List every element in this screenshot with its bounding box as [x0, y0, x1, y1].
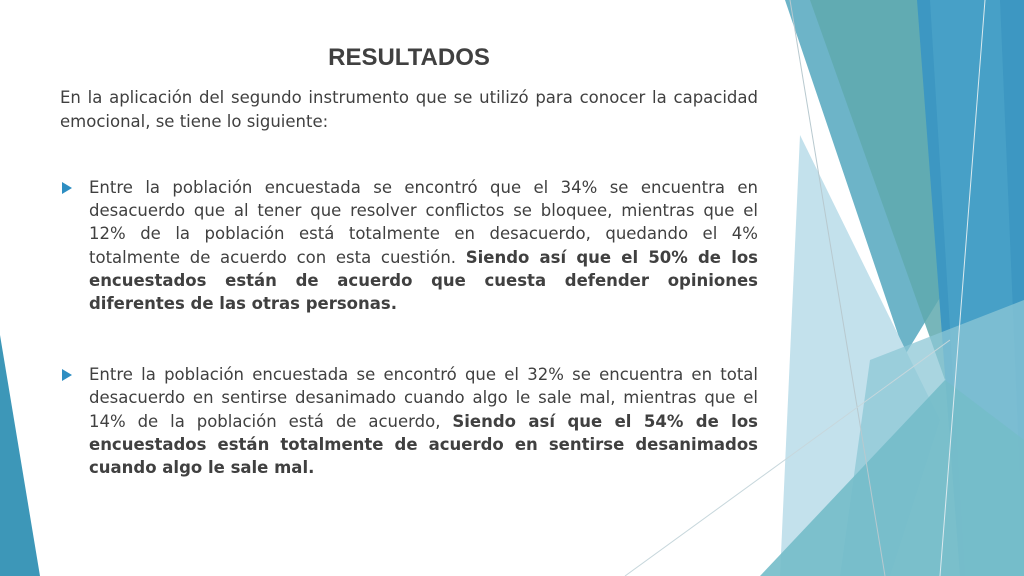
- bullet-text: [89, 176, 758, 315]
- bullet-body-text: Entre la población encuestada se encontró que el 32% se encuentra en total desacuerdo en sentirse desanimado cuando algo le sale mal, mientras que el 14% de la población está de acuerdo,: [89, 365, 758, 431]
- triangle-bullet-icon: [62, 369, 72, 381]
- bullet-text: [89, 363, 758, 479]
- triangle-bullet-icon: [62, 182, 72, 194]
- bullet-bold-text: Siendo así que el 54% de los encuestados están totalmente de acuerdo en sentirse desanimados cuando algo le sale mal.: [89, 411, 758, 478]
- bullet-bold-text: Siendo así que el 50% de los encuestados están de acuerdo que cuesta defender opiniones diferentes de las otras personas.: [89, 247, 759, 314]
- results-bullet-list: [60, 176, 758, 479]
- list-item: [60, 363, 758, 479]
- bullet-body-text: Entre la población encuestada se encontró que el 34% se encuentra en desacuerdo que al tener que resolver conflictos se bloquee, mientras que el 12% de la población está totalmente en desacuerdo, quedando el 4% totalmente de acuerdo con esta cuestión.: [89, 178, 758, 267]
- intro-paragraph: En la aplicación del segundo instrumento que se utilizó para conocer la capacidad emocional, se tiene lo siguiente:: [60, 88, 758, 131]
- list-item: [60, 176, 758, 315]
- slide-title: RESULTADOS: [328, 44, 490, 71]
